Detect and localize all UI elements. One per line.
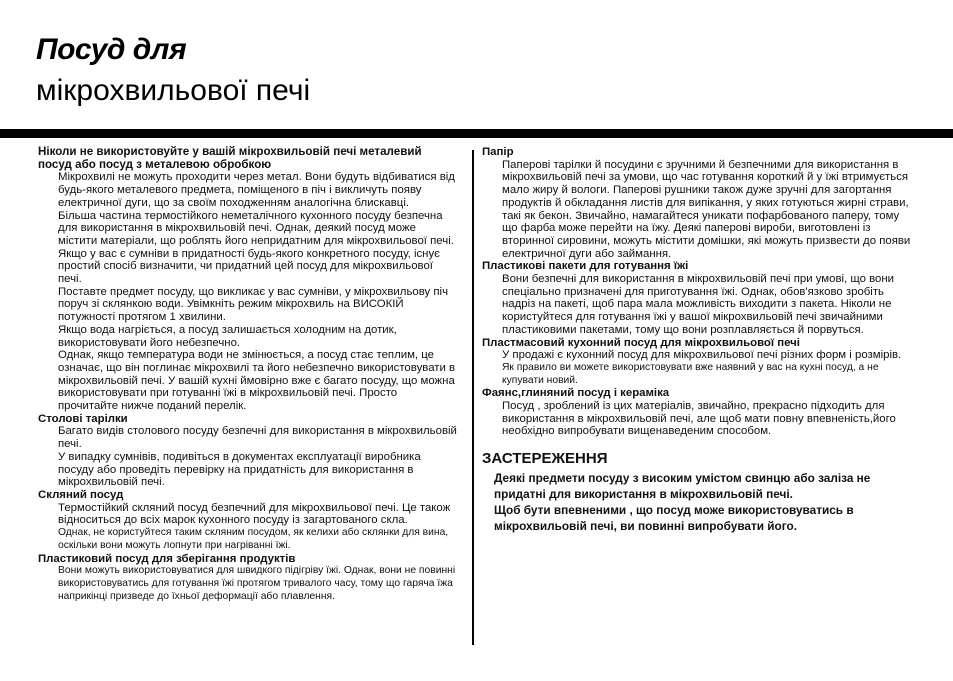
paper-text: Паперові тарілки й посудини є зручними й безпечними для використання в мікрохвильовій печі за умови, що час готування короткий й у їжі втримується мало жиру й вологи. Паперові рушники також дуже зручні для загортання продуктів й обкладання листів для випікання, у яких готуються жирні страви, такі як бекон. Звичайно, намагайтеся уникати пофарбованого паперу, тому що фарба може перейти на їжу. Деякі паперові вироби, виготовлені із вторинної сировини, можуть містити домішки, які можуть призвести до появи електричної дуги або займання. [502,158,911,260]
metal-paragraph-2: Більша частина термостійкого неметалічного кухонного посуду безпечна для використання в мікрохвильовій печі. Однак, деякий посуд може містити матеріали, що роблять його непридатним для мікрохвильової печі. Якщо у вас є сумніви в придатності будь-якого конкретного посуду, існує простий спосіб визначити, чи придатний цей посуд для мікрохвильової печі. [58,209,454,286]
caution-title: ЗАСТЕРЕЖЕННЯ [482,450,608,468]
glass-heading: Скляний посуд [38,488,124,501]
ceramic-heading: Фаянс,глиняний посуд і кераміка [482,387,670,400]
bags-heading: Пластикові пакети для готування їжі [482,260,689,273]
glass-paragraph-1: Термостійкий скляний посуд безпечний для мікрохвильової печі. Це також відноситься до всіх марок кухонного посуду із загартованого скла. [58,501,451,527]
page-subtitle: мікрохвильової печі [36,74,311,107]
metal-paragraph-1: Мікрохвилі не можуть проходити через метал. Вони будуть відбиватися від будь-якого металевого предмета, поміщеного в піч і викличуть появу електричної дуги, що за своїм походженням аналогічна блискавці. [58,171,455,209]
metal-paragraph-3: Поставте предмет посуду, що викликає у вас сумніви, у мікрохвильову піч поруч зі склянкою води. Увімкніть режим мікрохвиль на ВИСОКІЙ потужності протягом 1 хвилини. [58,285,449,324]
column-divider [472,150,474,645]
metal-warning-lead: Ніколи не використовуйте у вашій мікрохвильовій печі металевий посуд або посуд з металевою обробкою [38,145,422,171]
right-column [482,146,912,534]
page-title: Посуд для [36,33,187,66]
ceramic-text: Посуд , зроблений із цих матеріалів, звичайно, прекрасно підходить для використання в мікрохвильовій печі, але щоб мати повну впевненість,його необхідно випробувати вищенаведеним способом. [502,400,896,438]
header-divider [0,129,953,138]
plastic-cookware-heading: Пластмасовий кухонний посуд для мікрохвильової печі [482,336,800,349]
plastic-storage-heading: Пластиковий посуд для зберігання продуктів [38,552,296,565]
plastic-storage-text: Вони можуть використовуватися для швидкого підігріву їжі. Однак, вони не повинні використовуватись для готування їжі протягом тривалого часу, тому що гаряча їжа наприкінці призведе до їхньої деформації або плавлення. [58,565,456,602]
tableware-paragraph-1: Багато видів столового посуду безпечні для використання в мікрохвильовій печі. [58,425,457,451]
tableware-paragraph-2: У випадку сумнівів, подивіться в документах експлуатації виробника посуду або проведіть перевірку на придатність для використання в мікрохвильовій печі. [58,450,421,489]
left-column [38,146,458,603]
plastic-cookware-text-2: Як правило ви можете використовувати вже наявний у вас на кухні посуд, а не купувати новий. [502,361,879,386]
glass-paragraph-2: Однак, не користуйтеся таким скляним посудом, як келихи або склянки для вина, оскільки вони можуть лопнути при нагріванні їжі. [58,527,449,551]
tableware-heading: Столові тарілки [38,412,128,425]
paper-heading: Папір [482,146,514,158]
bags-text: Вони безпечні для використання в мікрохвильовій печі при умові, що вони спеціально призначені для приготування їжі. Однак, обов'язково зробіть надріз на пакеті, щоб пара мала можливість виходити з пакета. Ніколи не користуйтеся для готування їжі у вашої мікрохвильовій печі звичайними пластиковими пакетами, тому що вони розплавляється й порвуться. [502,273,895,336]
plastic-cookware-text-1: У продажі є кухонний посуд для мікрохвильової печі різних форм і розмірів. [502,349,902,362]
metal-paragraph-5: Однак, якщо температура води не змінюється, а посуд стає теплим, це означає, що він поглинає мікрохвилі та його небезпечно використовувати в мікрохвильовій печі. У вашій кухні ймовірно вже є багато посуду, що можна використовувати при готуванні їжі в мікрохвильовій печі. Просто прочитайте нижче поданий перелік. [58,349,456,413]
metal-paragraph-4: Якщо вода нагріється, а посуд залишається холодним на дотик, використовувати його небезпечно. [58,323,397,349]
caution-text-2: Щоб бути впевненими , що посуд може використовуватись в мікрохвильовій печі, ви повинні випробувати його. [494,503,854,534]
caution-text-1: Деякі предмети посуду з високим умістом свинцю або заліза не придатні для використання в мікрохвильовій печі. [494,471,871,502]
